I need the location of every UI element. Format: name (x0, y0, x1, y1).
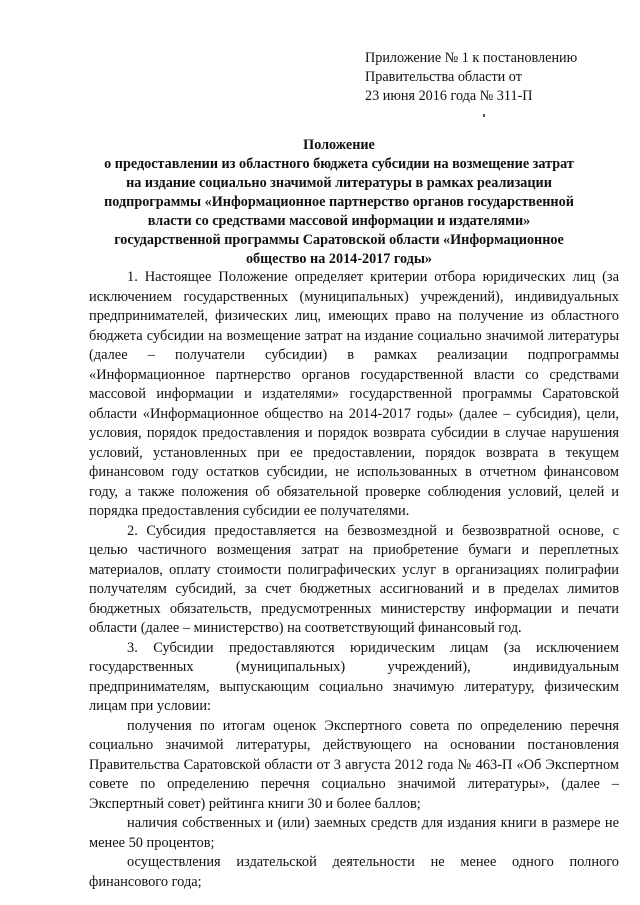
title-line-3: на издание социально значимой литературы в рамках реализации (126, 175, 552, 191)
scan-speck (483, 114, 485, 117)
paragraph-3: 3. Субсидии предоставляются юридическим лицам (за исключением государственных (муниципальных) учреждений), индивидуальным предпринимателям, выпускающим социально значимую литературу, физическим лицам при условии: (89, 639, 619, 714)
paragraph-1: 1. Настоящее Положение определяет критерии отбора юридических лиц (за исключением государственных (муниципальных) учреждений), индивидуальных предпринимателей, физических лиц, имеющих право на получение из областного бюджета субсидии на возмещение затрат на издание социально значимой литературы (далее – получатели субсидии) в рамках реализации подпрограммы «Информационное партнерство органов государственной власти со средствами массовой информации и издателями» государственной программы Саратовской области «Информационное общество на 2014-2017 годы» (далее – субсидия), цели, условия, порядок предоставления и порядок возврата субсидии в случае нарушения условий, установленных при ее предоставлении, порядок возврата в текущем финансовом году остатков субсидии, не использованных в отчетном финансовом году, а также положения об обязательной проверке соблюдения условий, целей и порядка предоставления субсидии ее получателями. (89, 269, 619, 519)
condition-2: наличия собственных и (или) заемных средств для издания книги в размере не менее 50 процентов; (89, 815, 619, 851)
document-title (60, 136, 618, 269)
appendix-line-3: 23 июня 2016 года № 311-П (365, 88, 533, 104)
title-line-1: Положение (303, 137, 375, 153)
title-line-7: общество на 2014-2017 годы» (245, 251, 433, 267)
condition-3: осуществления издательской деятельности не менее одного полного финансового года; (89, 854, 619, 890)
paragraph-2: 2. Субсидия предоставляется на безвозмездной и безвозвратной основе, с целью частичного возмещения затрат на приобретение бумаги и переплетных материалов, оплату стоимости полиграфических услуг в организациях полиграфии получателям субсидий, за счет бюджетных ассигнований и в пределах лимитов бюджетных обязательств, предусмотренных министерству информации и печати области (далее – министерство) на соответствующий финансовый год. (89, 522, 619, 636)
title-line-6: государственной программы Саратовской области «Информационное (114, 232, 564, 248)
appendix-line-1: Приложение № 1 к постановлению (365, 50, 578, 66)
appendix-line-2: Правительства области от (365, 69, 522, 85)
appendix-header (365, 49, 625, 106)
title-line-2: о предоставлении из областного бюджета субсидии на возмещение затрат (104, 156, 574, 172)
document-body (89, 268, 619, 892)
condition-1: получения по итогам оценок Экспертного совета по определению перечня социально значимой литературы, действующего на основании постановления Правительства Саратовской области от 3 августа 2012 года № 463-П «Об Экспертном совете по определению перечня социально значимой литературы», (далее – Экспертный совет) рейтинга книги 30 и более баллов; (89, 717, 619, 812)
title-line-4: подпрограммы «Информационное партнерство органов государственной (104, 194, 574, 210)
title-line-5: власти со средствами массовой информации и издателями» (147, 213, 531, 229)
